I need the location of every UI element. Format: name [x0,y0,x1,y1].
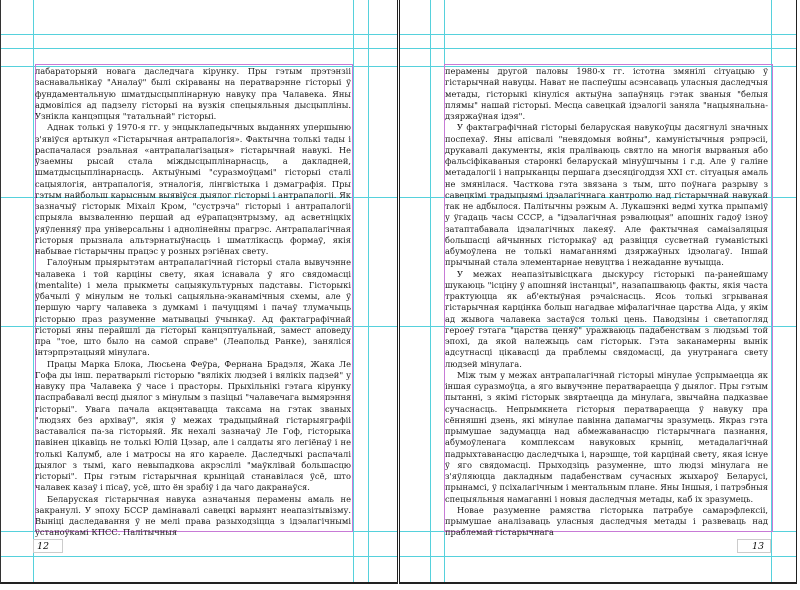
page-number: 13 [752,541,765,552]
guide-horizontal[interactable] [400,48,796,49]
guide-horizontal[interactable] [1,48,397,49]
paragraph: Аднак толькі ў 1970-я гг. у энцыклапедычных выданнях упершыню з'явіўся артыкул «Гістарычная антрапалогія». Фактычна толькі тады і распачалася рэальная «антрапалагізацыя» гістарычнай навукі. Не ўзаемны рысай стала міждысцыплінарнасць, а дакладней, шматдысцыплінарнасць. Актыўнымі "суразмоўцамі" гісторыі сталі сацыялогія, антрапалогія, этналогія, лінгвістыка і дэмаграфія. Пры гэтым найбольш карысным выявіўся дыялог гісторыі і антрапалогіі. Як зазначыў гісторык Міхаіл Кром, "сустрэча" гісторыі і антрапалогіі спрыяла вызваленню першай ад еўрапацэнтрызму, ад асветніцкіх уяўленняў пра універсальны і аднолінейны прагрэс. Антрапалагічная гісторыя прызнала альтэрнатыўнасць і шматлікасць формаў, якія набывае гістарычны працэс у розных рэгіёнах свету. [35,122,351,256]
guide-vertical[interactable] [430,0,431,582]
text-frame-right[interactable] [445,66,768,538]
paragraph: Беларуская гістарычная навука азначаныя перамены амаль не закранулі. У эпоху БССР дамінавалі савецкі варыянт неапазітывізму. Выніці даследавання ў не мелі права разыходзіцца з ідэалагічнымі ўстаноўкамі КПСС. Палітычныя [35,493,351,538]
paragraph: Працы Марка Блока, Люсьена Феўра, Фернана Брадэля, Жака Ле Гофа ды інш. ператварылі гісторыю "вялікіх людзей і вялікіх падзей" у навуку пра Чалавека ў часе і прасторы. Прыхільнікі гэтага кірунку паспрабавалі весці дыялог з мінулым з пазіцыі "чалавечага вымярэння гісторыі". Увага пачала акцэнтавацца таксама на гэтак званых "людзях без архіваў", якія ў межах традыцыйнай гістарыяграфіі заставаліся па-за гісторыяй. Як нехалі зазначаў Ле Гоф, гісторыка павінен цікавіць не толькі Юлій Цэзар, але і салдаты яго легіёнаў і не толькі Калумб, але і матросы на яго караеле. Даследчыкі распачалі дыялог з тымі, каго невыпадкова акрэслілі "маўклівай большасцю гісторыі". Пры гэтым гістарычная крыніцай станавілася ўсё, што чалавек казаў і пісаў, усё, што ён зрабіў і да чаго дакранаўся. [35,358,351,493]
text-frame-left[interactable] [35,66,351,538]
paragraph: У межах неапазітывісцкага дыскурсу гісторыкі па-ранейшаму шукаюць "ісціну ў апошняй інстанцыі", назапашваюць факты, якія часта трактуюцца як аб'ектыўная рэчаіснасць. Ясоь толькі згрываная гістарычная карцінка больш нагадвае міфалагічнае царства Аіда, у якім ад жывога чалавека застаўся толькі цень. Паводзіны і светапогляд героеў гэтага "царства ценяў" уражваюць падабенствам з людзьмі той эпохі, да якой належыць сам гісторык. Гэта заканамерны вынік адсутнасці цікавасці да праблемы свядомасці, да унутранага свету людзей мінулага. [445,268,768,369]
guide-horizontal[interactable] [1,556,397,557]
left-page[interactable] [0,0,398,584]
paragraph: Між тым у межах антрапалагічнай гісторыі мінулае ўспрымаецца як іншая суразмоўца, а яго вывучэнне ператвараецца ў дыялог. Пры гэтым пытанні, з якімі гісторык звяртаецца да мінулага, звычайна падказвае сучаснасць. Непрымкнета гісторыя ператвараецца ў навуку пра сённяшні дзень, які мінулае павінна дапамагчы зразумець. Якраз гэта прымушае задумацца над абмежаванасцю гістарычнага пазнання, абумоўленага комплексам навуковых крыніц, метадалагічнай падрыхтаванасцю даследчыка і, нарэшце, той карцінай свету, якая існуе ў яго свядомасці. Прыходзіць разуменне, што людзі мінулага не з'яўляюцца дакладным падабенствам сучасных жыхароў Беларусі, прынамсі, ў псіхалагічным і ментальным плане. Яны Іншыя, і патрэбныя спецыяльныя намаганні і новыя даследчыя метады, каб іх зразумець. [445,369,768,504]
guide-vertical[interactable] [353,0,354,582]
paragraph: У фактаграфічнай гісторыі беларуская навукоўцы дасягнулі значных поспехаў. Яны апісвалі "невядомыя войны", камуністычныя рэпрэсіі, друкавалі дакументы, якія праліваюць святло на многія вырваныя або фальсіфікаваныя старонкі беларускай мінуўшчыны і г.д. Але ў галіне метадалогіі і напрыканцы першага дзесяцігоддзя XXI ст. сітуацыя амаль не змянілася. Часткова гэта звязана з тым, што поўнага разрыву з савецкімі традыцыямі ідэалагічнага кантролю над гістарычнай навукай так не адбылося. Палітычны рэжым А. Лукашэнкі ведмі хутка прыпаміў у ўгадаць часы СССР, а "ідэалагічная рэвалюцыя" апошніх гадоў ізноў затаптабавала ідэалагічных лакеяў. Але фактычная самаізаляцыя большасці айчынных гісторыкаў ад развіцця сусветнай гуманістыкі абумоўлена не толькі намаганнямі дзяржаўных ідэолагаў. Іншай прычынай стала элементарнае невуцтва і нежаданне вучыцца. [445,122,768,268]
guide-horizontal[interactable] [1,34,397,35]
page-number: 12 [37,541,50,552]
guide-horizontal[interactable] [400,34,796,35]
guide-horizontal[interactable] [400,556,796,557]
guide-vertical[interactable] [33,0,34,582]
guide-vertical[interactable] [368,0,369,582]
paragraph: Галоўным прыярытэтам антрапалагічнай гісторыі стала вывучэнне чалавека і той карціны свету, якая існавала ў яго свядомасці (mentalite) і мела прыкметы сацыякультурных падставы. Гісторыкі ўбачылі ў мінулым не толькі сацыяльна-эканамічныя схемы, але ў першую чаргу чалавека з думкамі і пачуццямі і пачаў тлумачыць гісторыю праз разуменне матывацыі ўчынкаў. Ад фактаграфічнай гісторыі яны перайшлі да гісторыі канцэптуальнай, замест аповеду пра "тое, што было на самой справе" (Леапольд Ранке), заняліся інтэрпрэтацыяй мінулага. [35,257,351,358]
paragraph: Новае разуменне рамяства гісторыка патрабуе самарэфлексіі, прымушае аналізаваць уласныя даследчыя метады і развеваць над праблемай гістарычнага [445,504,768,538]
paragraph: перамены другой паловы 1980-х гг. істотна змянілі сітуацыю ў гістарычнай навуцы. Нават не паспеўшы асэнсаваць уласныя даследчыя метады, гісторыкі кінуліся актыўна запаўняць гэтак званыя "белыя плямы" нашай гісторыі. Месца савецкай ідэалогіі заняла "нацыянальна-дзяржаўная ідэя". [445,66,768,121]
paragraph: лабараторыяй новага даследчага кірунку. Пры гэтым прэтэнзіі заснавальнікаў "Аналаў" былі скіраваны на ператварэнне гісторыі ў фундаментальную шматдысцыплінарную навуку пра Чалавека. Яны адмовіліся ад падзелу гісторыі на вузкія спецыяльныя дысцыпліны. Узнікла канцэпцыя "татальнай" гісторыі. [35,66,351,121]
